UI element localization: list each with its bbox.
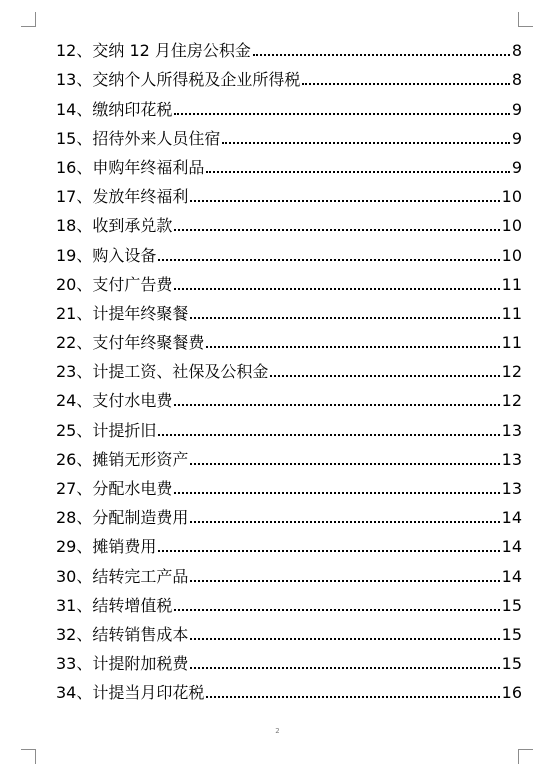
toc-entry-page-number: 10 — [501, 187, 522, 207]
toc-entry[interactable] — [56, 295, 522, 324]
toc-entry-title: 20、支付广告费 — [56, 274, 173, 294]
toc-entry-page-number: 15 — [501, 595, 522, 615]
toc-entry-title: 34、计提当月印花税 — [56, 683, 205, 703]
toc-entry-page-number: 16 — [501, 683, 522, 703]
toc-entry-title: 23、计提工资、社保及公积金 — [56, 362, 269, 382]
toc-entry[interactable] — [56, 470, 522, 499]
toc-entry-title: 29、摊销费用 — [56, 537, 157, 557]
toc-entry[interactable] — [56, 674, 522, 703]
toc-dot-leader — [222, 142, 509, 144]
toc-entry-title: 17、发放年终福利 — [56, 187, 189, 207]
toc-entry[interactable] — [56, 528, 522, 557]
toc-entry[interactable] — [56, 645, 522, 674]
toc-dot-leader — [206, 346, 499, 348]
toc-entry[interactable] — [56, 441, 522, 470]
toc-entry-title: 21、计提年终聚餐 — [56, 303, 189, 323]
toc-dot-leader — [158, 550, 499, 552]
toc-entry-title: 14、缴纳印花税 — [56, 99, 173, 119]
toc-dot-leader — [270, 375, 499, 377]
toc-entry-page-number: 14 — [501, 566, 522, 586]
toc-entry-title: 25、计提折旧 — [56, 420, 157, 440]
toc-entry-page-number: 12 — [501, 362, 522, 382]
toc-entry-page-number: 15 — [501, 624, 522, 644]
toc-dot-leader — [174, 492, 499, 494]
toc-entry[interactable] — [56, 587, 522, 616]
toc-entry-title: 31、结转增值税 — [56, 595, 173, 615]
toc-entry[interactable] — [56, 382, 522, 411]
toc-dot-leader — [206, 696, 499, 698]
toc-entry-title: 18、收到承兑款 — [56, 216, 173, 236]
toc-entry-page-number: 15 — [501, 654, 522, 674]
toc-entry-title: 33、计提附加税费 — [56, 654, 189, 674]
toc-entry[interactable] — [56, 266, 522, 295]
toc-entry-title: 24、支付水电费 — [56, 391, 173, 411]
toc-dot-leader — [190, 463, 499, 465]
toc-entry[interactable] — [56, 90, 522, 119]
toc-dot-leader — [190, 638, 499, 640]
toc-entry-page-number: 8 — [511, 41, 522, 61]
toc-entry[interactable] — [56, 32, 522, 61]
toc-dot-leader — [174, 288, 499, 290]
crop-mark-top-right — [518, 12, 533, 27]
toc-entry[interactable] — [56, 61, 522, 90]
toc-entry-title: 28、分配制造费用 — [56, 508, 189, 528]
toc-entry-title: 12、交纳 12 月住房公积金 — [56, 41, 251, 61]
toc-entry[interactable] — [56, 178, 522, 207]
toc-entry[interactable] — [56, 236, 522, 265]
toc-entry[interactable] — [56, 120, 522, 149]
toc-entry-page-number: 9 — [511, 99, 522, 119]
toc-dot-leader — [190, 317, 499, 319]
toc-dot-leader — [190, 580, 499, 582]
toc-dot-leader — [174, 404, 499, 406]
toc-entry-title: 22、支付年终聚餐费 — [56, 333, 205, 353]
page-number: 2 — [275, 727, 280, 735]
toc-entry-page-number: 13 — [501, 420, 522, 440]
toc-entry-page-number: 9 — [511, 128, 522, 148]
toc-dot-leader — [174, 229, 499, 231]
table-of-contents — [56, 32, 522, 703]
toc-entry-page-number: 11 — [501, 333, 522, 353]
toc-entry-page-number: 13 — [501, 449, 522, 469]
toc-entry-title: 26、摊销无形资产 — [56, 449, 189, 469]
toc-entry-page-number: 10 — [501, 245, 522, 265]
toc-dot-leader — [174, 113, 509, 115]
toc-entry[interactable] — [56, 557, 522, 586]
toc-entry-page-number: 14 — [501, 537, 522, 557]
crop-mark-top-left — [21, 12, 36, 27]
toc-entry-title: 15、招待外来人员住宿 — [56, 128, 221, 148]
crop-mark-bottom-right — [518, 749, 533, 764]
toc-dot-leader — [190, 200, 499, 202]
toc-entry[interactable] — [56, 499, 522, 528]
toc-entry-page-number: 12 — [501, 391, 522, 411]
toc-entry-title: 27、分配水电费 — [56, 479, 173, 498]
toc-entry-title: 32、结转销售成本 — [56, 624, 189, 644]
toc-entry-page-number: 10 — [501, 216, 522, 236]
toc-entry-title: 19、购入设备 — [56, 245, 157, 265]
toc-entry[interactable] — [56, 324, 522, 353]
toc-dot-leader — [158, 434, 499, 436]
toc-entry-title: 30、结转完工产品 — [56, 566, 189, 586]
toc-entry[interactable] — [56, 616, 522, 645]
toc-dot-leader — [206, 171, 509, 173]
toc-dot-leader — [190, 667, 499, 669]
toc-dot-leader — [253, 54, 510, 56]
toc-entry-title: 16、申购年终福利品 — [56, 157, 205, 177]
toc-entry[interactable] — [56, 207, 522, 236]
toc-entry[interactable] — [56, 411, 522, 440]
toc-entry[interactable] — [56, 149, 522, 178]
crop-mark-bottom-left — [21, 749, 36, 764]
toc-entry-title: 13、交纳个人所得税及企业所得税 — [56, 70, 301, 90]
toc-dot-leader — [302, 83, 509, 85]
toc-entry-page-number: 13 — [501, 479, 522, 498]
toc-entry-page-number: 14 — [501, 508, 522, 528]
toc-entry-page-number: 9 — [511, 157, 522, 177]
toc-entry[interactable] — [56, 353, 522, 382]
toc-entry-page-number: 11 — [501, 303, 522, 323]
toc-dot-leader — [174, 609, 499, 611]
toc-entry-page-number: 11 — [501, 274, 522, 294]
toc-dot-leader — [158, 259, 499, 261]
toc-dot-leader — [190, 521, 499, 523]
toc-entry-page-number: 8 — [511, 70, 522, 90]
